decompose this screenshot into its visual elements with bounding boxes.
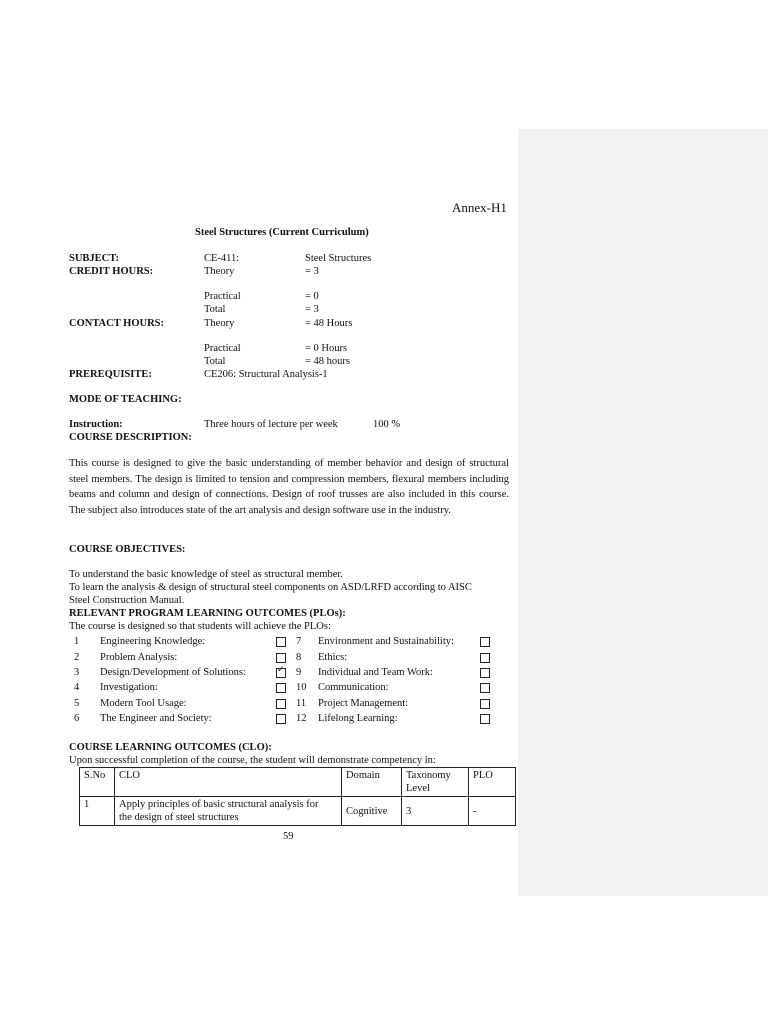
plo-text: Engineering Knowledge: [100, 636, 206, 647]
plo-checkbox[interactable] [480, 668, 490, 678]
contact-theory-label: Theory [204, 318, 235, 329]
cell-plo: - [469, 797, 516, 826]
subject-label: SUBJECT: [69, 253, 119, 264]
objective-line-1: To understand the basic knowledge of steel as structural member. [69, 569, 343, 580]
contact-theory-value: = 48 Hours [305, 318, 353, 329]
header-domain: Domain [342, 768, 402, 797]
cell-clo-line1: Apply principles of basic structural analysis for [119, 799, 319, 810]
plo-checkbox[interactable] [480, 683, 490, 693]
credit-total-label: Total [204, 304, 226, 315]
instruction-value: Three hours of lecture per week [204, 419, 338, 430]
contact-total-value: = 48 hours [305, 356, 351, 367]
plo-num: 11 [296, 698, 307, 709]
table-row [80, 797, 516, 826]
cell-clo-line2: the design of steel structures [119, 812, 239, 823]
credit-hours-label: CREDIT HOURS: [69, 266, 154, 277]
page-number: 59 [283, 831, 294, 842]
cell-taxonomy: 3 [402, 797, 469, 826]
plo-num: 4 [74, 682, 80, 693]
plo-text: The Engineer and Society: [100, 713, 212, 724]
plo-text: Communication: [318, 682, 389, 693]
credit-practical-value: = 0 [305, 291, 319, 302]
plo-num: 10 [296, 682, 307, 693]
plo-num: 6 [74, 713, 80, 724]
plos-label: RELEVANT PROGRAM LEARNING OUTCOMES (PLOs): [69, 608, 346, 619]
plo-checkbox[interactable] [480, 653, 490, 663]
objective-line-3: Steel Construction Manual. [69, 595, 185, 606]
contact-practical-label: Practical [204, 343, 241, 354]
course-objectives-label: COURSE OBJECTIVES: [69, 544, 186, 555]
clo-intro: Upon successful completion of the course, the student will demonstrate competency in: [69, 755, 436, 766]
course-description-label: COURSE DESCRIPTION: [69, 432, 192, 443]
plo-checkbox[interactable] [276, 683, 286, 693]
contact-total-label: Total [204, 356, 226, 367]
course-description-text: This course is designed to give the basic understanding of member behavior and design of structural steel members. The design is limited to tension and compression members, flexural members including beams and column and design of connections. Design of roof trusses are also included in this course. The subject also introduces state of the art analysis and design software use in the industry. [69, 458, 509, 516]
header-taxonomy-line2: Level [406, 783, 430, 794]
plo-text: Investigation: [100, 682, 158, 693]
plo-text: Ethics: [318, 652, 348, 663]
plo-checkbox[interactable] [276, 637, 286, 647]
plo-num: 9 [296, 667, 302, 678]
cell-domain: Cognitive [342, 797, 402, 826]
plo-checkbox[interactable] [276, 699, 286, 709]
header-plo: PLO [469, 768, 516, 797]
plo-checkbox-checked[interactable] [276, 668, 286, 678]
plo-checkbox[interactable] [480, 714, 490, 724]
comment-pane [518, 129, 768, 896]
plo-text: Problem Analysis: [100, 652, 178, 663]
header-taxonomy [402, 768, 469, 797]
mode-of-teaching-label: MODE OF TEACHING: [69, 394, 182, 405]
cell-clo [115, 797, 342, 826]
plo-checkbox[interactable] [276, 714, 286, 724]
clo-table [79, 767, 516, 826]
page-title: Steel Structures (Current Curriculum) [195, 227, 369, 238]
plo-text: Modern Tool Usage: [100, 698, 187, 709]
header-sno: S.No [80, 768, 115, 797]
prerequisite-value: CE206: Structural Analysis-1 [204, 369, 328, 380]
header-clo: CLO [115, 768, 342, 797]
prerequisite-label: PREREQUISITE: [69, 369, 152, 380]
plo-checkbox[interactable] [480, 637, 490, 647]
plo-text: Environment and Sustainability: [318, 636, 454, 647]
plo-text: Design/Development of Solutions: [100, 667, 246, 678]
plo-text: Lifelong Learning: [318, 713, 398, 724]
credit-practical-label: Practical [204, 291, 241, 302]
plo-checkbox[interactable] [276, 653, 286, 663]
plo-num: 12 [296, 713, 307, 724]
plos-intro: The course is designed so that students will achieve the PLOs: [69, 621, 331, 632]
clo-label: COURSE LEARNING OUTCOMES (CLO): [69, 742, 272, 753]
cell-sno: 1 [80, 797, 115, 826]
subject-name: Steel Structures [305, 253, 372, 264]
clo-table-header [80, 768, 516, 797]
credit-theory-value: = 3 [305, 266, 319, 277]
plo-num: 3 [74, 667, 80, 678]
credit-total-value: = 3 [305, 304, 319, 315]
plo-text: Individual and Team Work: [318, 667, 433, 678]
plo-text: Project Management: [318, 698, 409, 709]
instruction-percent: 100 % [373, 419, 401, 430]
plo-num: 8 [296, 652, 302, 663]
objective-line-2: To learn the analysis & design of structural steel components on ASD/LRFD according to AISC [69, 582, 472, 593]
instruction-label: Instruction: [69, 419, 123, 430]
plo-num: 2 [74, 652, 80, 663]
credit-theory-label: Theory [204, 266, 235, 277]
plo-checkbox[interactable] [480, 699, 490, 709]
annex-label: Annex-H1 [452, 200, 507, 215]
subject-code: CE-411: [204, 253, 240, 264]
plo-num: 1 [74, 636, 80, 647]
contact-practical-value: = 0 Hours [305, 343, 348, 354]
contact-hours-label: CONTACT HOURS: [69, 318, 164, 329]
plo-num: 5 [74, 698, 80, 709]
header-taxonomy-line1: Taxonomy [406, 770, 451, 781]
plo-num: 7 [296, 636, 302, 647]
